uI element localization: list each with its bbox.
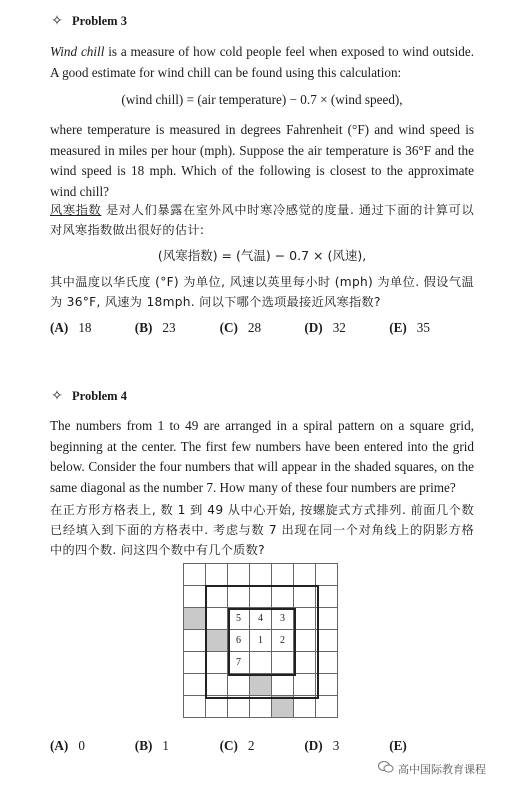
problem3-zh-intro bbox=[50, 200, 474, 240]
choice-b[interactable]: (B) 23 bbox=[134, 320, 176, 335]
problem3-choices bbox=[50, 320, 474, 336]
problem4-zh-body: 在正方形方格表上, 数 1 到 49 从中心开始, 按螺旋式方式排列. 前面几个数已经填入到下面的方格表中. 考虑与数 7 出现在同一个对角线上的阴影方格中的四个数. 问这四个数中有几个质数? bbox=[50, 503, 474, 557]
problem3-intro bbox=[50, 42, 474, 83]
shaded-square bbox=[272, 696, 294, 718]
zh-intro-text: 是对人们暴露在室外风中时寒冷感觉的度量. 通过下面的计算可以对风寒指数做出很好的估计: bbox=[50, 203, 474, 237]
problem3-formula: (wind chill) = (air temperature) − 0.7 × (wind speed), bbox=[121, 92, 403, 107]
spiral-grid: 5 4 3 6 1 2 7 bbox=[183, 563, 338, 718]
watermark bbox=[378, 760, 486, 777]
intro-text: is a measure of how cold people feel when exposed to wind outside. A good estimate for wind chill can be found using this calculation: bbox=[50, 44, 474, 80]
problem3-zh-body: 其中温度以华氏度 (°F) 为单位, 风速以英里每小时 (mph) 为单位. 假设气温为 36°F, 风速为 18mph. 问以下哪个选项最接近风寒指数? bbox=[50, 275, 474, 309]
problem4-title: Problem 4 bbox=[72, 389, 127, 403]
choice-e[interactable]: (E) 35 bbox=[389, 320, 430, 335]
choice-e[interactable]: (E) bbox=[389, 738, 407, 753]
problem4-body: The numbers from 1 to 49 are arranged in a spiral pattern on a square grid, beginning at the center. The first few numbers have been entered into the grid below. Consider the four numbers that will appear in the shaded squares, on the same diagonal as the number 7. How many of these four numbers are prime? bbox=[50, 418, 474, 495]
shaded-square bbox=[250, 674, 272, 696]
problem3-zh-formula: (风寒指数) = (气温) − 0.7 × (风速), bbox=[157, 248, 367, 263]
problem3-body: where temperature is measured in degrees Fahrenheit (°F) and wind speed is measured in miles per hour (mph). Suppose the air temperature is 36°F and the wind speed is 18 mph. Which of the following is closest to the approximate wind chill? bbox=[50, 122, 474, 199]
choice-b[interactable]: (B) 1 bbox=[134, 738, 169, 753]
problem3-title: Problem 3 bbox=[72, 14, 127, 28]
choice-c[interactable]: (C) 28 bbox=[219, 320, 262, 335]
choice-a[interactable]: (A) 0 bbox=[50, 738, 85, 753]
watermark-text: 高中国际教育课程 bbox=[398, 762, 486, 776]
sparkle-icon: ✧ bbox=[51, 389, 63, 404]
choice-c[interactable]: (C) 2 bbox=[219, 738, 255, 753]
wind-chill-term: Wind chill bbox=[50, 44, 105, 59]
choice-a[interactable]: (A) 18 bbox=[50, 320, 92, 335]
problem4-choices bbox=[50, 738, 474, 754]
sparkle-icon: ✧ bbox=[51, 14, 63, 29]
choice-d[interactable]: (D) 3 bbox=[304, 738, 340, 753]
zh-term: 风寒指数 bbox=[50, 203, 102, 217]
choice-d[interactable]: (D) 32 bbox=[304, 320, 346, 335]
wechat-icon bbox=[378, 760, 394, 777]
problem3-heading bbox=[50, 13, 474, 30]
shaded-square bbox=[206, 630, 228, 652]
problem4-heading bbox=[50, 388, 474, 405]
shaded-square bbox=[184, 608, 206, 630]
